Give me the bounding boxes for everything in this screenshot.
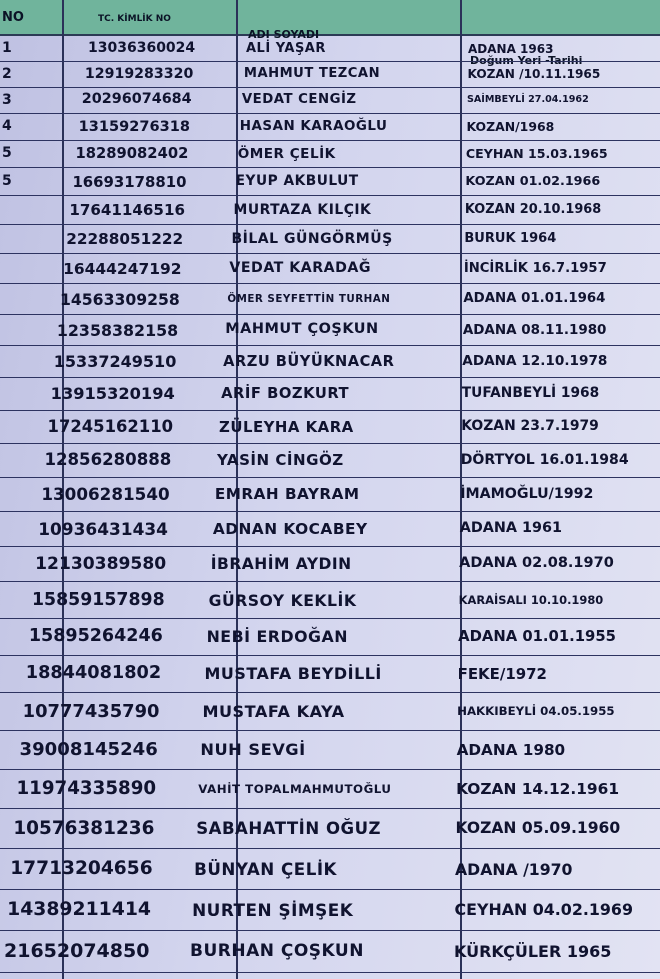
tc-kimlik-no: 10936431434 [38, 518, 168, 539]
adi-soyadi: MUSTAFA KAYA [202, 701, 345, 721]
dogum-yeri-tarihi: DÖRTYOL 16.01.1984 [460, 451, 629, 468]
tc-kimlik-no: 13159276318 [78, 117, 190, 135]
adi-soyadi: VEDAT CENGİZ [241, 92, 357, 108]
tc-kimlik-no: 10576381236 [13, 817, 155, 839]
tc-kimlik-no: 15895264246 [28, 626, 163, 647]
dogum-yeri-tarihi: ADANA 1980 [456, 740, 566, 759]
adi-soyadi: MURTAZA KILÇIK [233, 201, 372, 218]
tc-kimlik-no: 15859157898 [32, 589, 165, 610]
adi-soyadi: BURHAN ÇOŞKUN [190, 941, 364, 962]
adi-soyadi: VAHİT TOPALMAHMUTOĞLU [198, 781, 392, 796]
adi-soyadi: MAHMUT TEZCAN [243, 66, 381, 82]
adi-soyadi: ALİ YAŞAR [246, 41, 326, 57]
tc-kimlik-no: 17641146516 [69, 201, 185, 219]
dogum-yeri-tarihi: ADANA 01.01.1955 [458, 627, 616, 645]
dogum-yeri-tarihi: KOZAN 01.02.1966 [465, 173, 601, 189]
tc-kimlik-no: 16444247192 [63, 259, 182, 278]
row-number: 2 [2, 65, 12, 82]
tc-kimlik-no: 17713204656 [10, 857, 153, 879]
table-row [0, 410, 660, 444]
tc-kimlik-no: 21652074850 [4, 940, 150, 963]
row-number: 3 [2, 91, 12, 108]
tc-kimlik-no: 12358382158 [56, 320, 179, 340]
dogum-yeri-tarihi: ADANA 08.11.1980 [462, 321, 607, 338]
table-row [0, 730, 660, 770]
table-row [0, 253, 660, 284]
row-number: 5 [2, 173, 12, 190]
dogum-yeri-tarihi: KOZAN /10.11.1965 [467, 66, 601, 81]
adi-soyadi: SABAHATTİN OĞUZ [196, 818, 382, 838]
dogum-yeri-tarihi: HAKKIBEYLİ 04.05.1955 [457, 704, 615, 719]
adi-soyadi: MUSTAFA BEYDİLLİ [204, 664, 382, 684]
adi-soyadi: EMRAH BAYRAM [214, 484, 360, 503]
adi-soyadi: MAHMUT ÇOŞKUN [225, 321, 379, 338]
table-row [0, 618, 660, 656]
tc-kimlik-no: 15337249510 [53, 351, 177, 371]
table-row [0, 36, 660, 62]
table-row [0, 140, 660, 168]
table-row [0, 314, 660, 346]
adi-soyadi: GÜRSOY KEKLİK [208, 590, 357, 610]
adi-soyadi: YASİN CİNGÖZ [216, 450, 344, 469]
tc-kimlik-no: 13006281540 [41, 484, 170, 505]
dogum-yeri-tarihi: ADANA 01.01.1964 [463, 291, 606, 307]
adi-soyadi: ADNAN KOCABEY [212, 519, 368, 538]
tc-kimlik-no: 20296074684 [81, 91, 192, 108]
dogum-yeri-tarihi: BURUK 1964 [464, 231, 557, 247]
table-row [0, 655, 660, 693]
tc-kimlik-no: 12856280888 [44, 450, 172, 470]
tc-kimlik-no: 39008145246 [19, 739, 158, 761]
tc-kimlik-no: 12130389580 [35, 553, 167, 574]
header-adi-soyadi: ADI SOYADI [248, 28, 320, 41]
dogum-yeri-tarihi: KARAİSALI 10.10.1980 [458, 593, 604, 607]
tc-kimlik-no: 14389211414 [7, 898, 151, 920]
table-row [0, 889, 660, 931]
dogum-yeri-tarihi: İNCİRLİK 16.7.1957 [463, 260, 607, 276]
row-number: 5 [2, 145, 12, 162]
header-dogum-yeri-tarihi: Doğum Yeri -Tarihi [470, 54, 583, 67]
dogum-yeri-tarihi: KOZAN 05.09.1960 [455, 819, 621, 838]
dogum-yeri-tarihi: CEYHAN 04.02.1969 [454, 900, 633, 920]
adi-soyadi: ÖMER SEYFETTİN TURHAN [227, 292, 391, 305]
table-row [0, 477, 660, 512]
dogum-yeri-tarihi: ADANA 1961 [459, 520, 562, 537]
table-row [0, 581, 660, 618]
dogum-yeri-tarihi: SAİMBEYLİ 27.04.1962 [466, 94, 589, 106]
adi-soyadi: NURTEN ŞİMŞEK [192, 899, 354, 920]
adi-soyadi: ARZU BÜYÜKNACAR [223, 352, 395, 370]
header-no: NO [2, 10, 24, 25]
dogum-yeri-tarihi: İMAMOĞLU/1992 [460, 485, 594, 502]
dogum-yeri-tarihi: TUFANBEYLİ 1968 [461, 385, 600, 402]
adi-soyadi: ARİF BOZKURT [221, 384, 350, 402]
table-row [0, 546, 660, 583]
tc-kimlik-no: 16693178810 [72, 172, 187, 191]
table-row [0, 443, 660, 478]
table-row [0, 167, 660, 196]
table-row [0, 113, 660, 141]
dogum-yeri-tarihi: KÜRKÇÜLER 1965 [454, 941, 612, 961]
dogum-yeri-tarihi: ADANA 02.08.1970 [459, 555, 614, 572]
table-row [0, 692, 660, 731]
tc-kimlik-no: 14563309258 [60, 289, 180, 309]
tc-kimlik-no: 17245162110 [47, 416, 173, 436]
tc-kimlik-no: 18289082402 [75, 144, 189, 162]
tc-kimlik-no: 22288051222 [66, 229, 184, 248]
table-row [0, 87, 660, 114]
dogum-yeri-tarihi: ADANA 12.10.1978 [462, 353, 608, 370]
tc-kimlik-no: 11974335890 [16, 778, 157, 800]
tc-kimlik-no: 13915320194 [50, 384, 175, 404]
tc-kimlik-no: 13036360024 [88, 40, 196, 57]
adi-soyadi: BİLAL GÜNGÖRMÜŞ [231, 230, 393, 247]
table-row [0, 848, 660, 890]
row-number: 4 [2, 118, 12, 135]
table-row [0, 195, 660, 225]
dogum-yeri-tarihi: ADANA /1970 [455, 859, 573, 879]
adi-soyadi: İBRAHİM AYDIN [210, 554, 352, 573]
adi-soyadi: NUH SEVGİ [200, 740, 306, 760]
table-row [0, 224, 660, 254]
table-row [0, 930, 660, 973]
dogum-yeri-tarihi: ADANA 1963 [468, 41, 554, 56]
tc-kimlik-no: 18844081802 [25, 663, 162, 684]
dogum-yeri-tarihi: KOZAN/1968 [466, 119, 555, 135]
dogum-yeri-tarihi: KOZAN 23.7.1979 [461, 418, 599, 435]
header-tc-kimlik-no: TC. KİMLİK NO [98, 14, 171, 24]
adi-soyadi: ZÜLEYHA KARA [219, 417, 354, 436]
adi-soyadi: HASAN KARAOĞLU [239, 118, 388, 134]
dogum-yeri-tarihi: FEKE/1972 [457, 664, 547, 683]
adi-soyadi: NEBİ ERDOĞAN [206, 627, 348, 647]
table-row [0, 769, 660, 809]
tc-kimlik-no: 10777435790 [22, 700, 160, 722]
adi-soyadi: ÖMER ÇELİK [237, 145, 336, 162]
table-row [0, 808, 660, 849]
table-row [0, 511, 660, 547]
dogum-yeri-tarihi: KOZAN 14.12.1961 [456, 779, 620, 798]
table-row [0, 283, 660, 315]
adi-soyadi: VEDAT KARADAĞ [229, 260, 371, 277]
table-row [0, 61, 660, 88]
table-row [0, 345, 660, 378]
tc-kimlik-no: 12919283320 [84, 65, 194, 82]
adi-soyadi: EYUP AKBULUT [235, 173, 359, 190]
row-number: 1 [2, 40, 12, 57]
dogum-yeri-tarihi: CEYHAN 15.03.1965 [465, 146, 608, 162]
dogum-yeri-tarihi: KOZAN 20.10.1968 [464, 202, 602, 218]
adi-soyadi: BÜNYAN ÇELİK [194, 858, 337, 879]
table-row [0, 377, 660, 410]
